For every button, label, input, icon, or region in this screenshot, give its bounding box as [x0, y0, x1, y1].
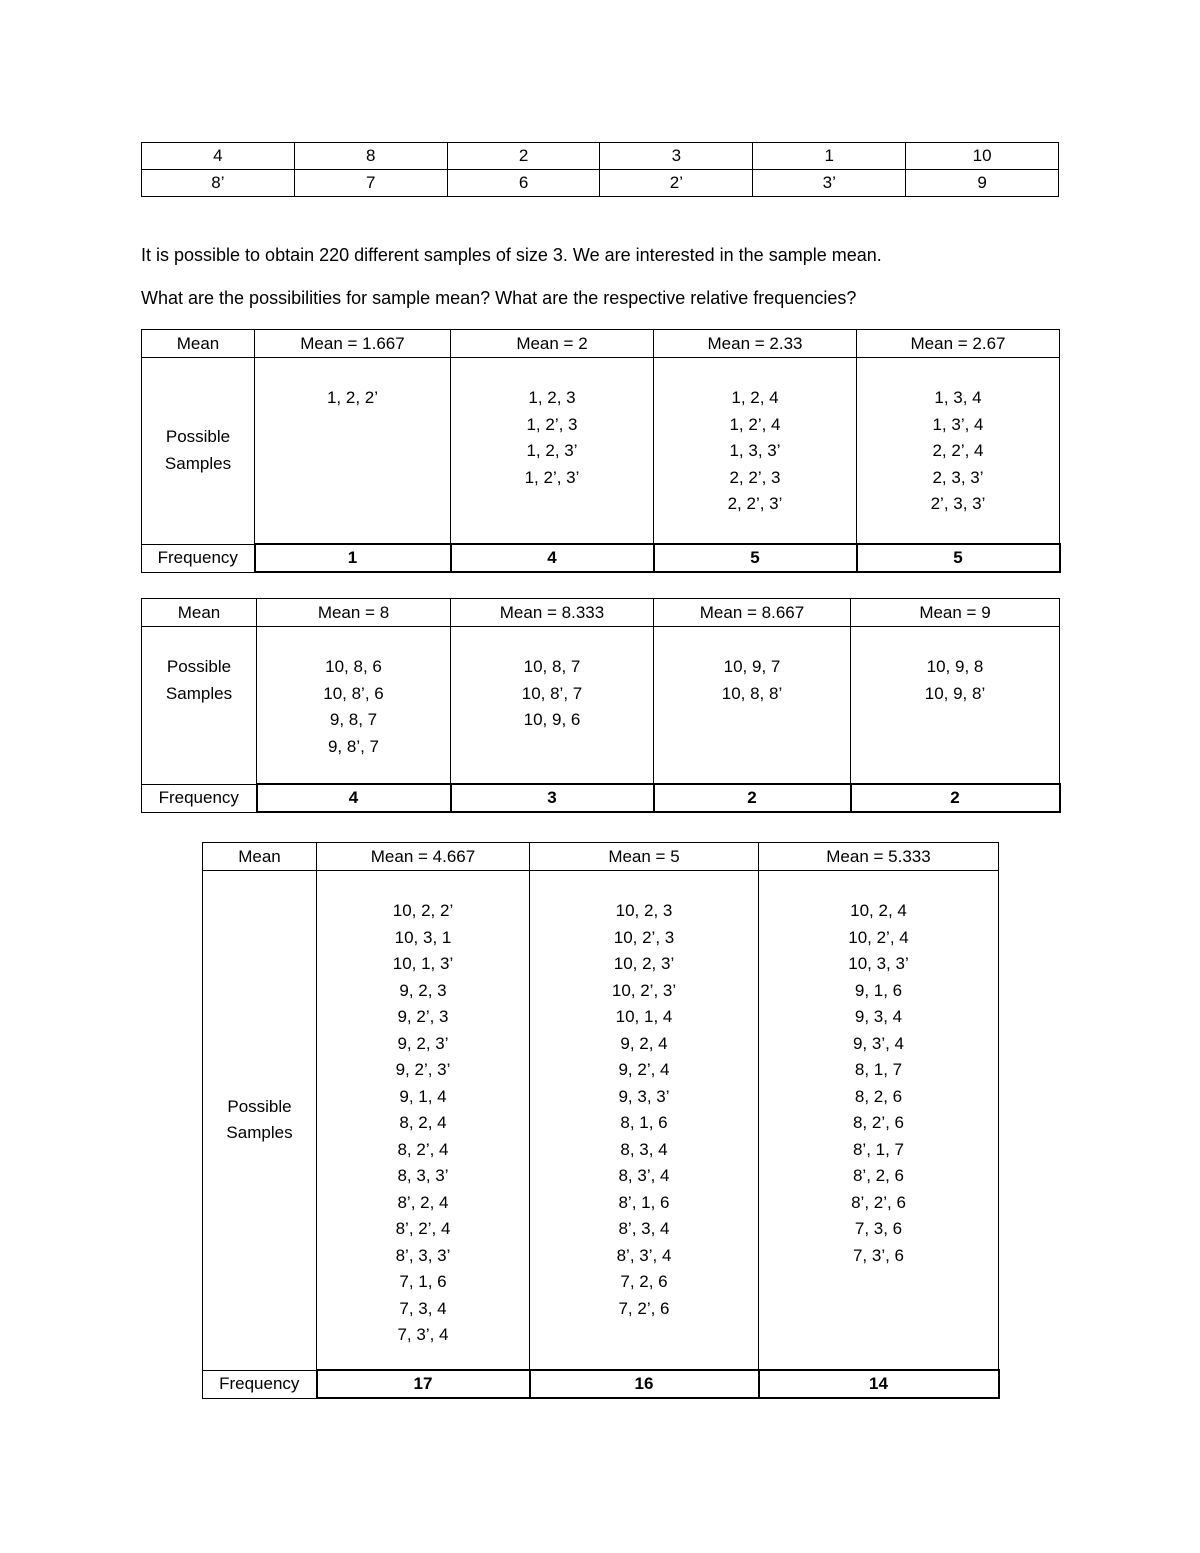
question-paragraph: What are the possibilities for sample mean? What are the respective relative frequencies?: [141, 288, 857, 308]
samples-cell: [654, 358, 857, 545]
sample-entry: 8, 2’, 6: [852, 1113, 905, 1132]
column-header: Mean = 9: [851, 599, 1060, 627]
sample-entry: 8, 3’, 4: [618, 1166, 670, 1185]
frequency-value: 5: [654, 544, 857, 572]
samples-list: [451, 358, 653, 491]
sample-entry: 10, 1, 3’: [392, 954, 454, 973]
frequency-label: Frequency: [142, 544, 255, 572]
sample-entry: 9, 3, 3’: [618, 1086, 670, 1106]
sample-entry: 10, 9, 6: [523, 710, 581, 729]
sample-entry: 1, 2, 4: [731, 388, 779, 407]
sample-entry: 7, 3, 4: [399, 1298, 447, 1318]
frequency-value: 3: [451, 784, 654, 812]
sample-entry: 8, 2’, 4: [397, 1139, 449, 1159]
sample-entry: 10, 2’, 3: [613, 927, 675, 947]
header-row: [203, 843, 999, 871]
samples-label: [203, 871, 317, 1371]
sample-entry: 9, 1, 6: [854, 980, 903, 1000]
sample-entry: 9, 1, 4: [399, 1086, 447, 1106]
samples-list: [759, 871, 998, 1269]
sample-entry: 1, 3, 4: [934, 388, 982, 407]
samples-cell: [530, 871, 759, 1371]
sample-entry: 9, 2’, 4: [618, 1060, 670, 1079]
sample-entry: 2’, 3, 3’: [930, 494, 986, 513]
sample-entry: 8’, 3, 3’: [395, 1245, 451, 1265]
value-cell: 7: [294, 170, 447, 197]
frequency-value: 5: [857, 544, 1060, 572]
samples-list: [654, 358, 856, 518]
frequency-label: Frequency: [203, 1370, 317, 1398]
sample-entry: 8, 3, 4: [620, 1139, 668, 1159]
sample-entry: 1, 2, 3’: [526, 441, 578, 460]
frequency-value: 4: [451, 544, 654, 572]
mean-label: Mean: [142, 599, 257, 627]
column-header: Mean = 2.33: [654, 330, 857, 358]
sample-entry: 7, 2, 6: [620, 1272, 668, 1291]
sample-entry: 9, 8, 7: [329, 710, 378, 729]
samples-cell: [759, 871, 999, 1371]
sample-entry: 10, 8’, 6: [323, 683, 384, 703]
samples-list: [654, 627, 850, 707]
sample-entry: 9, 2’, 3’: [395, 1060, 451, 1079]
samples-cell: [257, 627, 451, 785]
frequency-value: 4: [257, 784, 451, 812]
samples-label-line: Samples: [165, 683, 233, 703]
samples-list: [317, 871, 529, 1349]
sample-entry: 10, 2, 3: [615, 901, 673, 920]
value-cell: 4: [142, 143, 295, 170]
sample-entry: 2, 3, 3’: [932, 467, 984, 487]
samples-label-line: Samples: [226, 1123, 293, 1143]
sample-entry: 9, 2, 3: [399, 980, 447, 1000]
values-row-2: [142, 170, 1059, 197]
sample-entry: 7, 1, 6: [399, 1272, 447, 1291]
frequency-value: 17: [317, 1370, 530, 1398]
value-cell: 2’: [600, 170, 753, 197]
sample-entry: 8, 3, 3’: [397, 1166, 449, 1185]
column-header: Mean = 8.333: [451, 599, 654, 627]
sample-entry: 1, 2’, 3’: [524, 467, 580, 487]
samples-row: [142, 627, 1060, 785]
column-header: Mean = 8.667: [654, 599, 851, 627]
value-cell: 3: [600, 143, 753, 170]
header-row: [142, 330, 1060, 358]
sample-entry: 10, 2’, 3’: [611, 980, 677, 1000]
sample-entry: 1, 2’, 3: [526, 414, 578, 434]
frequency-value: 14: [759, 1370, 999, 1398]
samples-label: [142, 358, 255, 545]
value-cell: 2: [447, 143, 600, 170]
sample-entry: 9, 8’, 7: [327, 736, 380, 756]
sample-entry: 8, 1, 6: [620, 1113, 668, 1132]
frequency-row: [142, 544, 1060, 572]
samples-list: [257, 627, 450, 760]
sample-entry: 1, 3’, 4: [932, 414, 984, 434]
mean-label: Mean: [142, 330, 255, 358]
frequency-value: 2: [851, 784, 1060, 812]
mean-label: Mean: [203, 843, 317, 871]
samples-row: [142, 358, 1060, 545]
sample-entry: 10, 8, 8’: [721, 683, 783, 703]
frequency-row: [142, 784, 1060, 812]
sample-entry: 8’, 2’, 6: [851, 1192, 906, 1212]
sample-entry: 10, 9, 8’: [924, 683, 986, 703]
intro-paragraph: It is possible to obtain 220 different samples of size 3. We are interested in the sample mean.: [141, 245, 882, 265]
samples-label-line: Possible: [166, 657, 232, 676]
samples-cell: [654, 627, 851, 785]
samples-cell: [857, 358, 1060, 545]
sample-entry: 1, 2, 2’: [326, 388, 379, 407]
sample-entry: 9, 2, 3’: [397, 1033, 449, 1053]
value-cell: 9: [906, 170, 1059, 197]
sample-entry: 8, 1, 7: [854, 1060, 903, 1079]
sample-entry: 10, 1, 4: [615, 1007, 673, 1026]
sample-entry: 10, 2, 3’: [613, 954, 675, 973]
sample-entry: 8’, 1, 7: [852, 1139, 905, 1159]
frequency-value: 16: [530, 1370, 759, 1398]
value-cell: 8: [294, 143, 447, 170]
values-table: [141, 142, 1059, 197]
sample-entry: 10, 3, 3’: [848, 954, 909, 973]
value-cell: 8’: [142, 170, 295, 197]
samples-label-line: Samples: [164, 453, 232, 473]
column-header: Mean = 1.667: [255, 330, 451, 358]
column-header: Mean = 5: [530, 843, 759, 871]
sample-entry: 9, 2’, 3: [397, 1007, 449, 1026]
sample-entry: 10, 8’, 7: [521, 683, 583, 703]
sample-entry: 10, 2, 2’: [392, 901, 454, 920]
frequency-row: [203, 1370, 999, 1398]
frequency-label: Frequency: [142, 784, 257, 812]
sample-entry: 9, 3, 4: [854, 1007, 903, 1026]
samples-list: [255, 358, 450, 412]
samples-cell: [317, 871, 530, 1371]
distribution-table-1: [141, 329, 1061, 573]
sample-entry: 8’, 3’, 4: [616, 1245, 672, 1265]
sample-entry: 7, 3’, 6: [852, 1245, 905, 1265]
frequency-value: 1: [255, 544, 451, 572]
sample-entry: 10, 8, 7: [523, 657, 581, 676]
distribution-table-2: [141, 598, 1061, 813]
sample-entry: 8’, 2, 6: [852, 1166, 905, 1185]
samples-row: [203, 871, 999, 1371]
sample-entry: 8’, 1, 6: [618, 1192, 670, 1212]
column-header: Mean = 2: [451, 330, 654, 358]
distribution-table-3: [202, 842, 1000, 1399]
sample-entry: 8, 2, 4: [399, 1113, 447, 1132]
column-header: Mean = 4.667: [317, 843, 530, 871]
samples-cell: [451, 358, 654, 545]
sample-entry: 2, 2’, 3’: [727, 494, 783, 513]
sample-entry: 8, 2, 6: [854, 1086, 903, 1106]
value-cell: 3’: [753, 170, 906, 197]
samples-list: [530, 871, 758, 1322]
sample-entry: 8’, 2, 4: [397, 1192, 449, 1212]
samples-list: [451, 627, 653, 734]
sample-entry: 2, 2’, 4: [932, 441, 984, 460]
sample-entry: 1, 3, 3’: [729, 441, 781, 460]
sample-entry: 1, 2’, 4: [729, 414, 781, 434]
samples-cell: [851, 627, 1060, 785]
samples-cell: [451, 627, 654, 785]
value-cell: 6: [447, 170, 600, 197]
samples-cell: [255, 358, 451, 545]
sample-entry: 2, 2’, 3: [729, 467, 781, 487]
sample-entry: 1, 2, 3: [528, 388, 576, 407]
column-header: Mean = 5.333: [759, 843, 999, 871]
sample-entry: 10, 2’, 4: [848, 927, 909, 947]
sample-entry: 10, 2, 4: [850, 901, 907, 920]
sample-entry: 7, 3, 6: [854, 1219, 903, 1238]
samples-list: [857, 358, 1059, 518]
sample-entry: 10, 9, 8: [926, 657, 984, 676]
sample-entry: 8’, 2’, 4: [395, 1219, 451, 1238]
column-header: Mean = 8: [257, 599, 451, 627]
sample-entry: 10, 9, 7: [723, 657, 781, 676]
sample-entry: 10, 8, 6: [325, 657, 382, 676]
sample-entry: 7, 2’, 6: [618, 1298, 670, 1318]
sample-entry: 7, 3’, 4: [397, 1325, 449, 1344]
header-row: [142, 599, 1060, 627]
sample-entry: 9, 3’, 4: [852, 1033, 905, 1053]
column-header: Mean = 2.67: [857, 330, 1060, 358]
samples-list: [851, 627, 1059, 707]
value-cell: 10: [906, 143, 1059, 170]
value-cell: 1: [753, 143, 906, 170]
sample-entry: 10, 3, 1: [394, 927, 452, 947]
samples-label: [142, 627, 257, 785]
samples-label-line: Possible: [165, 427, 231, 447]
values-row-1: [142, 143, 1059, 170]
sample-entry: 9, 2, 4: [620, 1033, 668, 1053]
samples-label-line: Possible: [227, 1096, 292, 1116]
frequency-value: 2: [654, 784, 851, 812]
sample-entry: 8’, 3, 4: [618, 1219, 670, 1238]
